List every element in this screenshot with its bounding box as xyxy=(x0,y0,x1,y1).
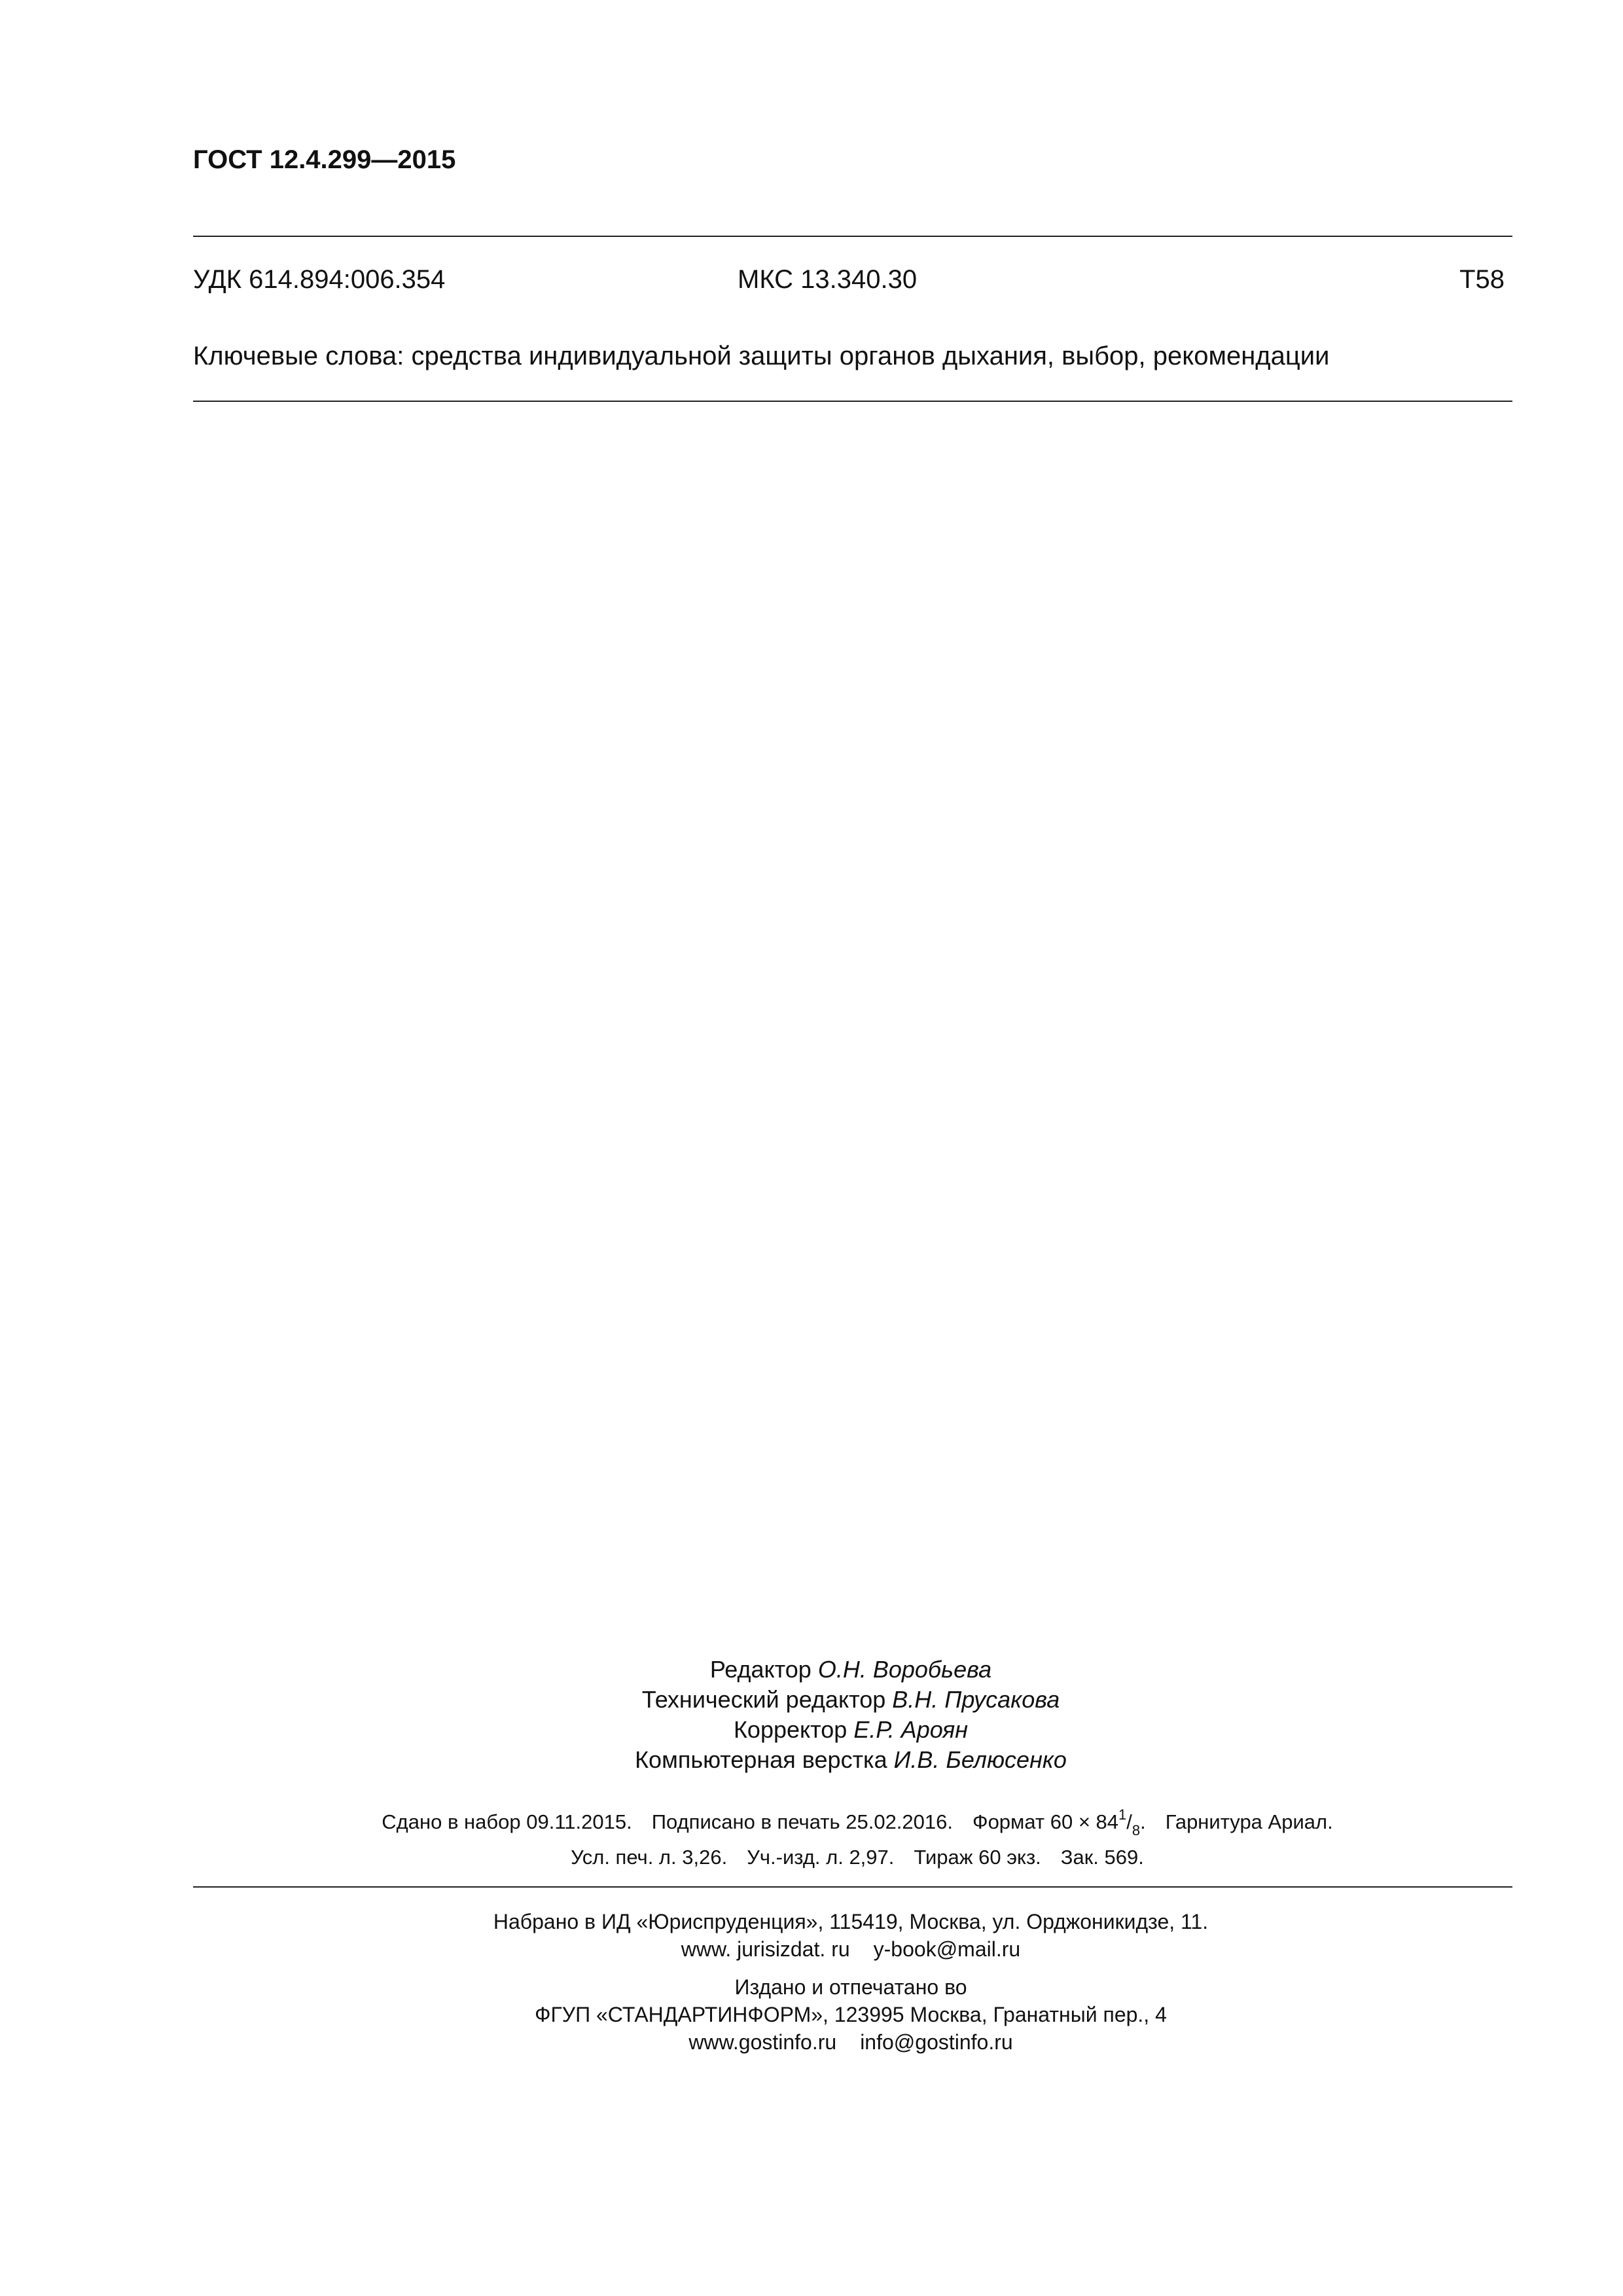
print-sheets: Усл. печ. л. 3,26. xyxy=(571,1846,728,1869)
credits-block xyxy=(0,1655,1623,1775)
credit-proofreader: Корректор Е.Р. Ароян xyxy=(733,1716,969,1743)
circulation: Тираж 60 экз. xyxy=(914,1846,1041,1869)
typesetter-contacts xyxy=(0,1935,1623,1963)
okstu-code: Т58 xyxy=(1459,265,1505,294)
publisher-imprint xyxy=(0,1973,1623,2056)
typesetter-imprint xyxy=(0,1908,1623,1963)
top-divider xyxy=(193,236,1512,237)
udk-code: УДК 614.894:006.354 xyxy=(193,265,446,294)
keywords-divider xyxy=(193,401,1512,402)
credit-technical-editor: Технический редактор В.Н. Прусакова xyxy=(641,1686,1060,1713)
typesetter-address: Набрано в ИД «Юриспруденция», 115419, Москва, ул. Орджоникидзе, 11. xyxy=(493,1910,1209,1933)
pub-sheets: Уч.-изд. л. 2,97. xyxy=(747,1846,895,1869)
publisher-address: ФГУП «СТАНДАРТИНФОРМ», 123995 Москва, Гранатный пер., 4 xyxy=(535,2003,1167,2026)
published-by-label: Издано и отпечатано во xyxy=(734,1975,967,1999)
publisher-contacts xyxy=(0,2028,1623,2056)
publication-details-line-1 xyxy=(0,1806,1623,1839)
publisher-email-link[interactable]: info@gostinfo.ru xyxy=(860,2030,1013,2054)
typesetter-email-link[interactable]: y-book@mail.ru xyxy=(873,1937,1021,1961)
document-code: ГОСТ 12.4.299—2015 xyxy=(193,145,456,174)
credit-layout: Компьютерная верстка И.В. Белюсенко xyxy=(635,1746,1067,1773)
signed-date: Подписано в печать 25.02.2016. xyxy=(651,1810,953,1833)
typesetter-site-link[interactable]: www. jurisizdat. ru xyxy=(681,1937,850,1961)
credit-editor: Редактор О.Н. Воробьева xyxy=(709,1656,992,1683)
publisher-site-link[interactable]: www.gostinfo.ru xyxy=(688,2030,837,2054)
keywords-line: Ключевые слова: средства индивидуальной защиты органов дыхания, выбор, рекомендации xyxy=(193,342,1330,370)
order-number: Зак. 569. xyxy=(1060,1846,1144,1869)
imprint-divider xyxy=(193,1886,1512,1888)
publication-details-line-2 xyxy=(0,1846,1623,1869)
paper-format: Формат $60 \times 84^1/_8$. xyxy=(972,1806,1146,1839)
typeface: Гарнитура Ариал. xyxy=(1165,1810,1333,1833)
mks-code: МКС 13.340.30 xyxy=(738,265,918,294)
typeset-date: Сдано в набор 09.11.2015. xyxy=(382,1810,632,1833)
